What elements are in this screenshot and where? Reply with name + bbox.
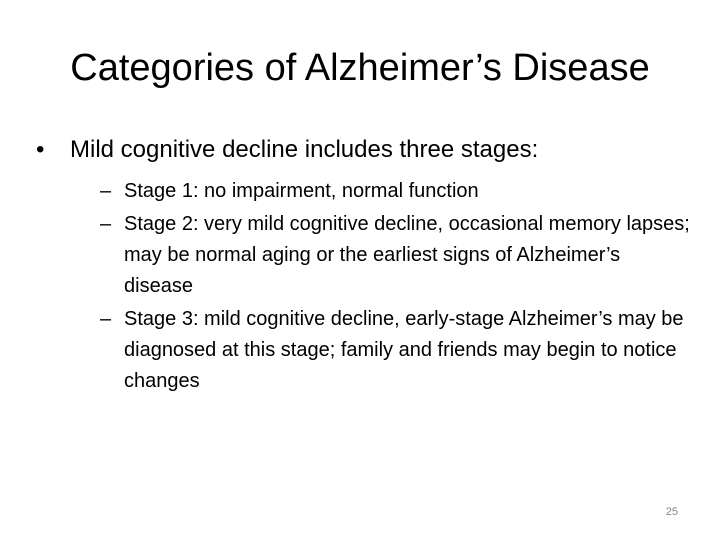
stage-item-2 — [100, 209, 690, 302]
stage-item-3 — [100, 304, 690, 397]
stage-text: Stage 1: no impairment, normal function — [124, 180, 479, 202]
page-number: 25 — [665, 506, 678, 518]
stage-list — [100, 176, 690, 397]
stage-item-1 — [100, 176, 690, 207]
dash-icon: – — [100, 308, 112, 330]
dash-icon: – — [100, 180, 112, 202]
stage-text: Stage 3: mild cognitive decline, early-stage Alzheimer’s may be diagnosed at this stage; family and friends may begin to notice changes — [124, 308, 684, 392]
slide-title: Categories of Alzheimer’s Disease — [70, 47, 650, 89]
bullet-text: Mild cognitive decline includes three stages: — [70, 136, 539, 163]
slide-content — [36, 130, 690, 399]
dash-icon: – — [100, 213, 112, 235]
bullet-icon: • — [36, 136, 45, 163]
bullet-item — [36, 130, 676, 170]
stage-text: Stage 2: very mild cognitive decline, occasional memory lapses; may be normal aging or the earliest signs of Alzheimer’s disease — [124, 213, 690, 297]
